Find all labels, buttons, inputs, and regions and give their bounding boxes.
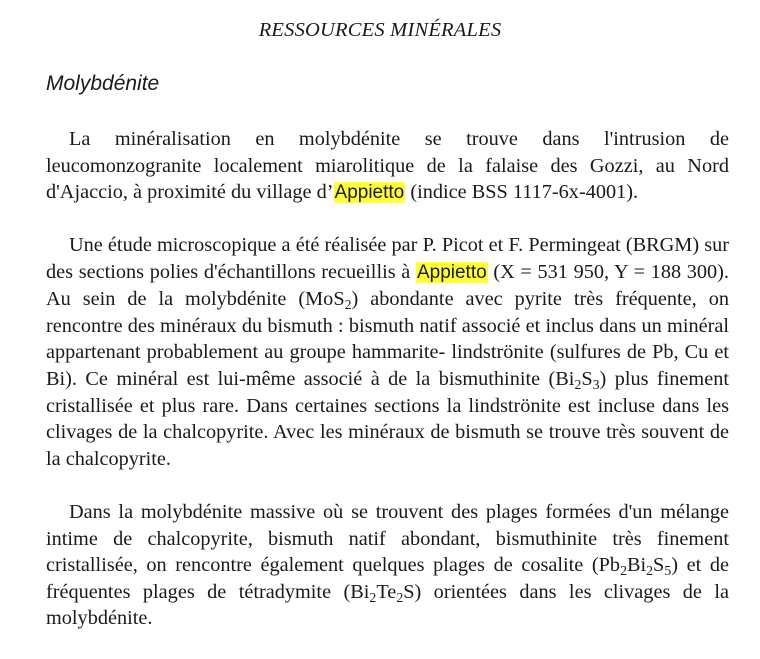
text-run: Une étude microscopique a été réalisée par P. Picot et F. Permingeat (BRGM) sur des sections polies d'échantillons recueillis à [46,234,729,283]
subscript: 2 [396,589,404,605]
highlighted-term[interactable]: Appietto [416,261,487,283]
text-run: ) et de fréquentes plages de tétradymite (Bi [46,554,729,603]
paragraph-3 [46,499,729,632]
text-run: S) orientées dans les clivages de la molybdénite. [46,580,729,630]
text-run: (indice BSS 1117-6x-4001). [405,181,639,204]
subscript: 2 [646,563,654,579]
paragraph-1 [46,126,729,207]
text-run: Dans la molybdénite massive où se trouvent des plages formées d'un mélange intime de chalcopyrite, bismuth natif abondant, bismuthinite très finement cristallisée, on rencontre également quelques plages de cosalite (Pb [46,501,729,577]
subscript: 2 [574,376,582,392]
highlighted-term[interactable]: Appietto [334,182,405,204]
subscript: 2 [620,563,627,579]
text-run: La minéralisation en molybdénite se trouve dans l'intrusion de leucomonzogranite localement miarolitique de la falaise des Gozzi, au Nord d'Ajaccio, à proximité du village d’ [46,128,729,204]
text-run: ) abondante avec pyrite très fréquente, on rencontre des minéraux du bismuth : bismuth natif associé et inclus dans un minéral appartenant probablement au groupe hammarite- lindströnite (sulfures de Pb, Cu et Bi). Ce minéral est lui-même associé à de la bismuthinite (Bi [46,288,729,390]
text-run: S [653,554,665,577]
text-run: S [581,367,593,390]
text-run: Bi [626,554,647,577]
subscript: 2 [344,297,352,313]
text-run: ) plus finement cristallisée et plus rare. Dans certaines sections la lindströnite est incluse dans les clivages de la chalcopyrite. Avec les minéraux de bismuth se trouve très souvent de la chalcopyrite. [46,367,729,470]
text-run: Te [376,580,397,603]
section-title: Molybdénite [46,72,160,95]
subscript: 5 [664,563,672,579]
subscript: 2 [369,589,377,605]
subscript: 3 [592,376,600,392]
paragraph-2 [46,232,729,472]
text-run: (X = 531 950, Y = 188 300). Au sein de la molybdénite (MoS [46,260,730,311]
page-header: RESSOURCES MINÉRALES [258,19,502,41]
